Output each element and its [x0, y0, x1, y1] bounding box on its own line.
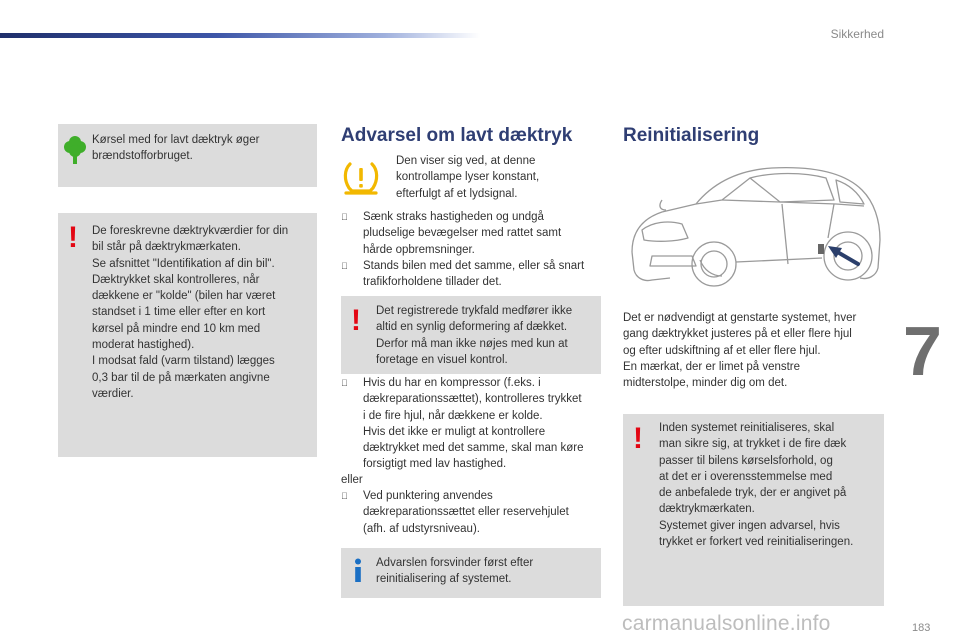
reset-warning-text: Inden systemet reinitialiseres, skal man sikre sig, at trykket i de fire dæk passer til bilens kørselsforhold, og at det er i overensstemmelse med de anbefalede tryk, der er angivet på dæktrykmærkaten. Systemet giver ingen advarsel, hvis trykket er forkert ved reinitialiseringen. [659, 422, 854, 549]
tire-pressure-warning-text: De foreskrevne dæktrykværdier for din bil står på dæktrykmærkaten. Se afsnittet "Identifikation af din bil". Dæktrykket skal kontrolleres, når dækkene er "kolde" (bilen har været standset i 1 time eller efter en kort kørsel på mindre end 10 km med moderat hastighed). I modsat fald (varm tilstand) lægges 0,3 bar til de på mærkaten angivne værdier. [92, 225, 289, 400]
section-label: Sikkerhed [830, 27, 884, 41]
checkbox-bullet-icon [341, 375, 348, 391]
watermark: carmanualsonline.info [622, 612, 831, 635]
reset-info-box [341, 548, 601, 598]
warning-lamp-description: Den viser sig ved, at denne kontrollampe lyser konstant, efterfulgt af et lydsignal. [396, 155, 540, 200]
tree-icon [62, 136, 88, 166]
info-icon [352, 558, 364, 582]
page-number: 183 [912, 622, 931, 634]
car-illustration [622, 160, 884, 300]
section-title-low-pressure: Advarsel om lavt dæktryk [341, 125, 573, 146]
exclamation-icon: ! [68, 221, 78, 254]
or-separator: eller [341, 474, 363, 486]
bullet-stop-car [341, 258, 603, 292]
tire-pressure-warning-box [58, 213, 317, 457]
reset-info-text: Advarslen forsvinder først efter reinitialisering af systemet. [376, 557, 534, 586]
pressure-drop-warning-box [341, 296, 601, 374]
bullet-compressor [341, 375, 603, 475]
chapter-number: 7 [903, 312, 942, 390]
checkbox-bullet-icon [341, 488, 348, 504]
bullet-text: Stands bilen med det samme, eller så snart trafikforholdene tillader det. [363, 260, 585, 289]
exclamation-icon: ! [351, 304, 361, 337]
bullet-text: Sænk straks hastigheden og undgå pludselige bevægelser med rattet samt hårde opbremsninger. [363, 211, 562, 256]
eco-note-text: Kørsel med for lavt dæktryk øger brændstofforbruget. [92, 134, 260, 163]
bullet-puncture [341, 488, 603, 538]
bullet-text: Hvis du har en kompressor (f.eks. i dækreparationssættet), kontrolleres trykket i de fire hjul, når dækkene er kolde. Hvis det ikke er muligt at kontrollere dæktrykket med det samme, skal man køre forsigtigt med lav hastighed. [363, 377, 584, 471]
eco-note-box [58, 124, 317, 187]
section-title-reset: Reinitialisering [623, 125, 760, 146]
pressure-drop-warning-text: Det registrerede trykfald medfører ikke altid en synlig deformering af dækket. Derfor må man ikke nøjes med kun at foretage en visuel kontrol. [376, 305, 573, 366]
reset-warning-box [623, 414, 884, 606]
checkbox-bullet-icon [341, 258, 348, 274]
tire-pressure-warning-lamp-icon [341, 158, 381, 196]
bullet-reduce-speed [341, 209, 603, 259]
bullet-text: Ved punktering anvendes dækreparationssættet eller reservehjulet (afh. af udstyrsniveau). [363, 490, 569, 535]
reset-description: Det er nødvendigt at genstarte systemet, hver gang dæktrykket justeres på et eller flere hjul og efter udskiftning af et eller flere hjul. En mærkat, der er limet på venstre midterstolpe, minder dig om det. [623, 312, 857, 390]
checkbox-bullet-icon [341, 209, 348, 225]
exclamation-icon: ! [633, 422, 643, 455]
header-gradient-bar [0, 33, 480, 38]
